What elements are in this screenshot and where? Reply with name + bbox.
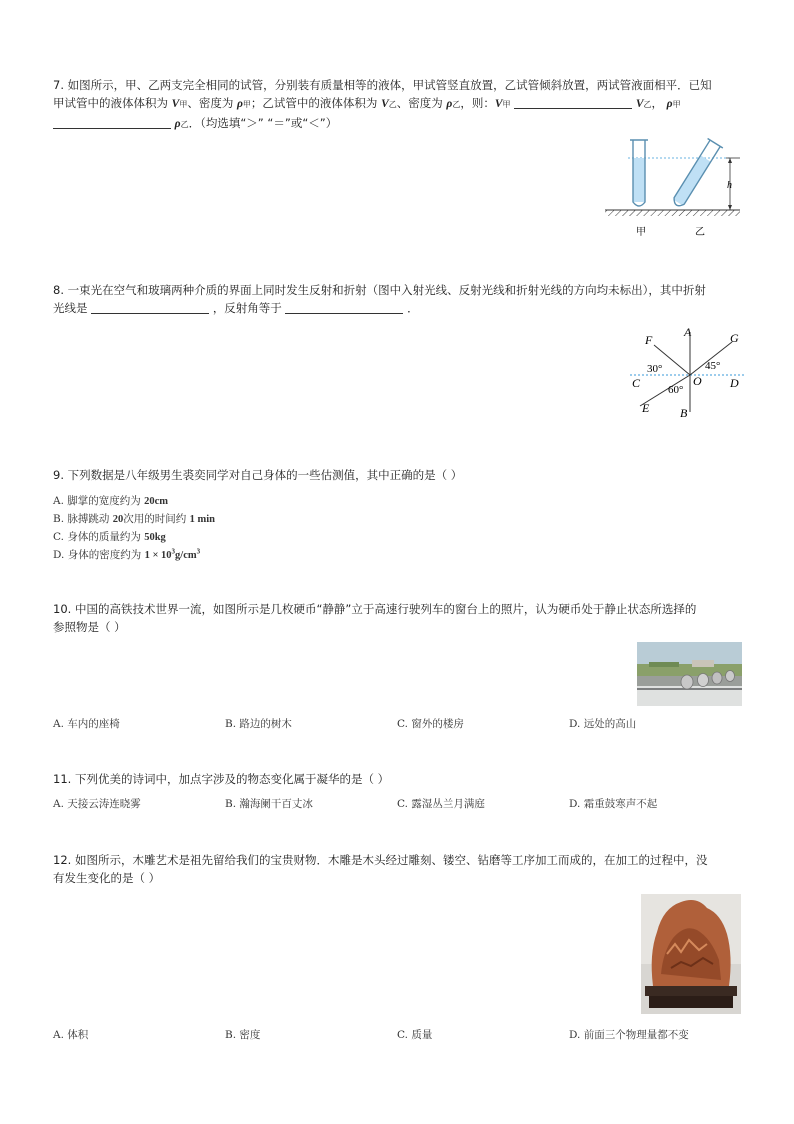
q11-option-b[interactable]: B. 瀚海阑干百丈冰 [225, 798, 313, 810]
tube-label-yi: 乙 [695, 227, 705, 238]
question-9-stem: 9. 下列数据是八年级男生裘奕同学对自己身体的一些估测值，其中正确的是（ ） [53, 468, 463, 482]
point-E-label: E [642, 401, 650, 415]
q10-option-a[interactable]: A. 车内的座椅 [53, 718, 120, 730]
q10-option-c[interactable]: C. 窗外的楼房 [397, 718, 464, 730]
answer-blank-reflection-angle[interactable] [285, 301, 403, 314]
q11-option-c[interactable]: C. 露湿丛兰月满庭 [397, 798, 485, 810]
test-tubes-figure [600, 132, 750, 242]
question-7-line-1: 7. 如图所示，甲、乙两支完全相同的试管，分别装有质量相等的液体，甲试管竖直放置，乙试管倾斜放置，两试管液面相平．已知 [53, 78, 712, 92]
question-12-line-2: 有发生变化的是（ ） [53, 871, 161, 885]
question-8 [53, 281, 743, 317]
light-reflection-figure [620, 320, 750, 425]
question-9 [53, 466, 743, 484]
q10-option-b[interactable]: B. 路边的树木 [225, 718, 292, 730]
point-G-label: G [730, 331, 739, 345]
q10-option-d[interactable]: D. 远处的高山 [569, 718, 637, 730]
angle-30-label: 30° [647, 363, 663, 375]
test-tube-yi [669, 138, 723, 209]
question-10-line-2: 参照物是（ ） [53, 620, 126, 634]
height-label: h [727, 180, 732, 191]
question-11-stem: 11. 下列优美的诗词中，加点字涉及的物态变化属于凝华的是（ ） [53, 772, 390, 786]
question-10-line-1: 10. 中国的高铁技术世界一流，如图所示是几枚硬币“静静”立于高速行驶列车的窗台上的照片，认为硬币处于静止状态所选择的 [53, 602, 697, 616]
question-8-line-1: 8. 一束光在空气和玻璃两种介质的界面上同时发生反射和折射（图中入射光线、反射光线和折射光线的方向均未标出），其中折射 [53, 283, 706, 297]
angle-45-label: 45° [705, 360, 721, 372]
point-C-label: C [632, 376, 641, 390]
question-7 [53, 76, 743, 134]
q9-option-c[interactable]: C. 身体的质量约为 50kg [53, 531, 166, 543]
question-11 [53, 770, 743, 788]
q12-option-d[interactable]: D. 前面三个物理量都不变 [569, 1029, 689, 1041]
question-8-line-2: 光线是 ，反射角等于 ． [53, 301, 419, 315]
q9-option-a[interactable]: A. 脚掌的宽度约为 20cm [53, 495, 169, 507]
q11-option-d[interactable]: D. 霜重鼓寒声不起 [569, 798, 658, 810]
q9-option-d[interactable]: D. 身体的密度约为 $1 \times 10^3g/cm^3$ [53, 547, 201, 561]
ground-hatch [605, 210, 740, 216]
point-O-label: O [693, 374, 702, 388]
point-A-label: A [684, 325, 692, 339]
wood-carving-photo [641, 894, 741, 1014]
point-F-label: F [645, 333, 653, 347]
q12-option-b[interactable]: B. 密度 [225, 1029, 261, 1041]
question-12 [53, 851, 743, 887]
answer-blank-density[interactable] [53, 116, 171, 129]
q12-option-c[interactable]: C. 质量 [397, 1029, 433, 1041]
angle-60-label: 60° [668, 384, 684, 396]
point-D-label: D [730, 376, 739, 390]
q9-option-b[interactable]: B. 脉搏跳动 20次用的时间约 1 min [53, 513, 215, 525]
question-12-line-1: 12. 如图所示，木雕艺术是祖先留给我们的宝贵财物．木雕是木头经过雕刻、镂空、钻磨等工序加工而成的，在加工的过程中，没 [53, 853, 708, 867]
q11-option-a[interactable]: A. 天接云涛连晓雾 [53, 798, 141, 810]
question-7-line-3: ρ乙．（均选填“＞” “＝”或“＜”） [53, 114, 743, 134]
tube-label-jia: 甲 [636, 227, 646, 238]
liquid-yi [673, 155, 711, 205]
test-tube-jia [630, 140, 648, 206]
question-10 [53, 600, 743, 636]
point-B-label: B [680, 406, 688, 420]
liquid-jia [633, 158, 645, 202]
q12-option-a[interactable]: A. 体积 [53, 1029, 89, 1041]
question-7-line-2: 甲试管中的液体体积为 V甲、密度为 ρ甲；乙试管中的液体体积为 V乙、密度为 ρ乙，则：V甲 V乙， ρ甲 [53, 96, 681, 110]
answer-blank-refracted-ray[interactable] [91, 301, 209, 314]
answer-blank-volume[interactable] [514, 96, 632, 109]
train-coins-photo [637, 642, 742, 706]
